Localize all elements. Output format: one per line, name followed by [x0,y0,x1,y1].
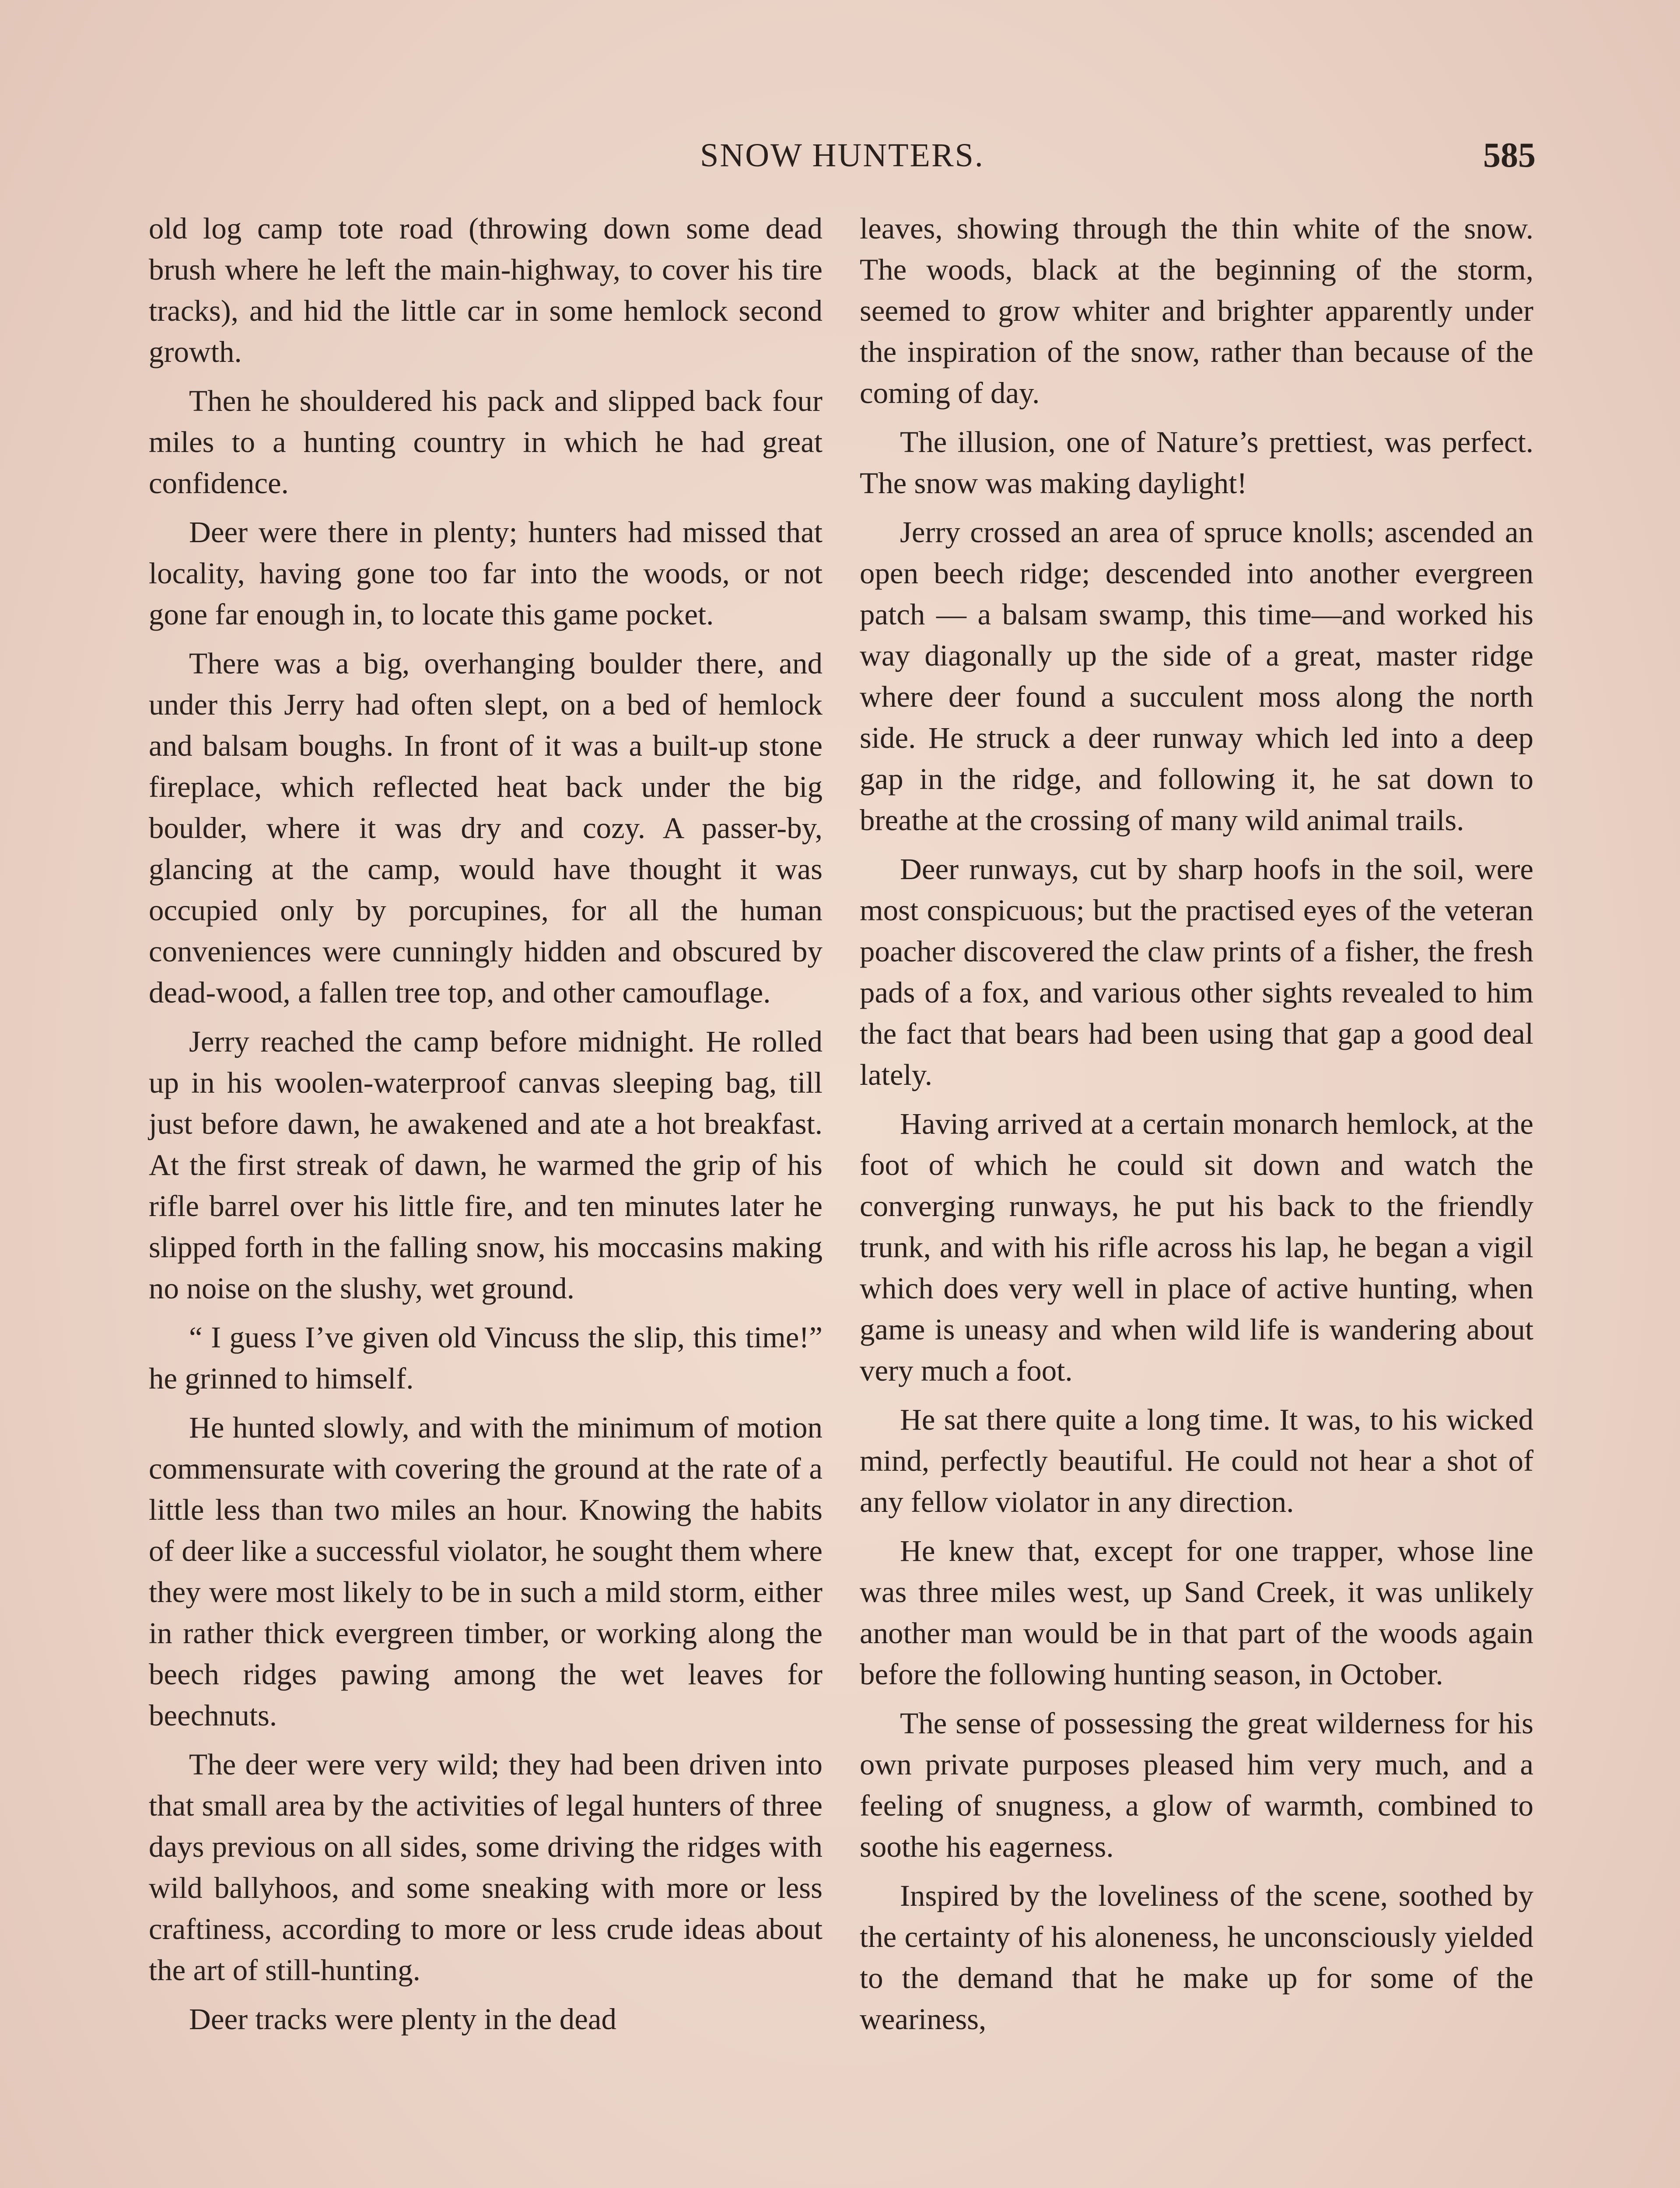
paragraph: Having arrived at a certain monarch hemlock, at the foot of which he could sit down and watch the converging runways, he put his back to the friendly trunk, and with his rifle across his lap, he began a vigil which does very well in place of active hunting, when game is uneasy and when wild life is wandering about very much a foot. [860,1107,1533,1387]
paragraph: He sat there quite a long time. It was, to his wicked mind, perfectly beautiful. He could not hear a shot of any fellow violator in any direction. [860,1403,1533,1518]
paragraph: old log camp tote road (throwing down some dead brush where he left the main-highway, to cover his tire tracks), and hid the little car in some hemlock second growth. [149,212,822,368]
page-number: 585 [1483,136,1536,175]
paragraph: “ I guess I’ve given old Vincuss the slip, this time!” he grinned to himself. [149,1321,822,1395]
paragraph: The illusion, one of Nature’s prettiest, was perfect. The snow was making daylight! [860,425,1533,500]
paragraph: leaves, showing through the thin white of the snow. The woods, black at the beginning of the storm, seemed to grow whiter and brighter apparently under the inspiration of the snow, rather than because of the coming of day. [860,212,1533,410]
paragraph: Deer runways, cut by sharp hoofs in the soil, were most conspicuous; but the practised eyes of the veteran poacher discovered the claw prints of a fisher, the fresh pads of a fox, and various other sights revealed to him the fact that bears had been using that gap a good deal lately. [860,852,1533,1091]
paragraph: He knew that, except for one trapper, whose line was three miles west, up Sand Creek, it was unlikely another man would be in that part of the woods again before the following hunting season, in October. [860,1534,1533,1691]
paragraph: Deer tracks were plenty in the dead [189,2002,617,2036]
paragraph: The sense of possessing the great wilderness for his own private purposes pleased him very much, and a feeling of snugness, a glow of warmth, combined to soothe his eagerness. [860,1707,1533,1863]
page-header [149,131,1536,179]
paragraph: Inspired by the loveliness of the scene, soothed by the certainty of his aloneness, he unconsciously yielded to the demand that he make up for some of the weariness, [860,1879,1533,2036]
paragraph: Jerry reached the camp before midnight. He rolled up in his woolen-waterproof canvas sleeping bag, till just before dawn, he awakened and ate a hot breakfast. At the first streak of dawn, he warmed the grip of his rifle barrel over his little fire, and ten minutes later he slipped forth in the falling snow, his moccasins making no noise on the slushy, wet ground. [149,1025,822,1305]
left-column [149,208,822,2048]
paragraph: The deer were very wild; they had been driven into that small area by the activities of legal hunters of three days previous on all sides, some driving the ridges with wild ballyhoos, and some sneaking with more or less craftiness, according to more or less crude ideas about the art of still-hunting. [149,1748,822,1987]
paragraph: Then he shouldered his pack and slipped back four miles to a hunting country in which he had great confidence. [149,384,822,500]
paragraph: There was a big, overhanging boulder there, and under this Jerry had often slept, on a bed of hemlock and balsam boughs. In front of it was a built-up stone fireplace, which reflected heat back under the big boulder, where it was dry and cozy. A passer-by, glancing at the camp, would have thought it was occupied only by porcupines, for all the human conveniences were cunningly hidden and obscured by dead-wood, a fallen tree top, and other camouflage. [149,647,822,1009]
paragraph: Jerry crossed an area of spruce knolls; ascended an open beech ridge; descended into another evergreen patch — a balsam swamp, this time—and worked his way diagonally up the side of a great, master ridge where deer found a succulent moss along the north side. He struck a deer runway which led into a deep gap in the ridge, and following it, he sat down to breathe at the crossing of many wild animal trails. [860,515,1533,837]
running-title: SNOW HUNTERS. [700,137,984,174]
paragraph: He hunted slowly, and with the minimum of motion commensurate with covering the ground at the rate of a little less than two miles an hour. Knowing the habits of deer like a successful violator, he sought them where they were most likely to be in such a mild storm, either in rather thick evergreen timber, or working along the beech ridges pawing among the wet leaves for beechnuts. [149,1411,822,1732]
paragraph: Deer were there in plenty; hunters had missed that locality, having gone too far into the woods, or not gone far enough in, to locate this game pocket. [149,515,822,631]
right-column [860,208,1533,2048]
